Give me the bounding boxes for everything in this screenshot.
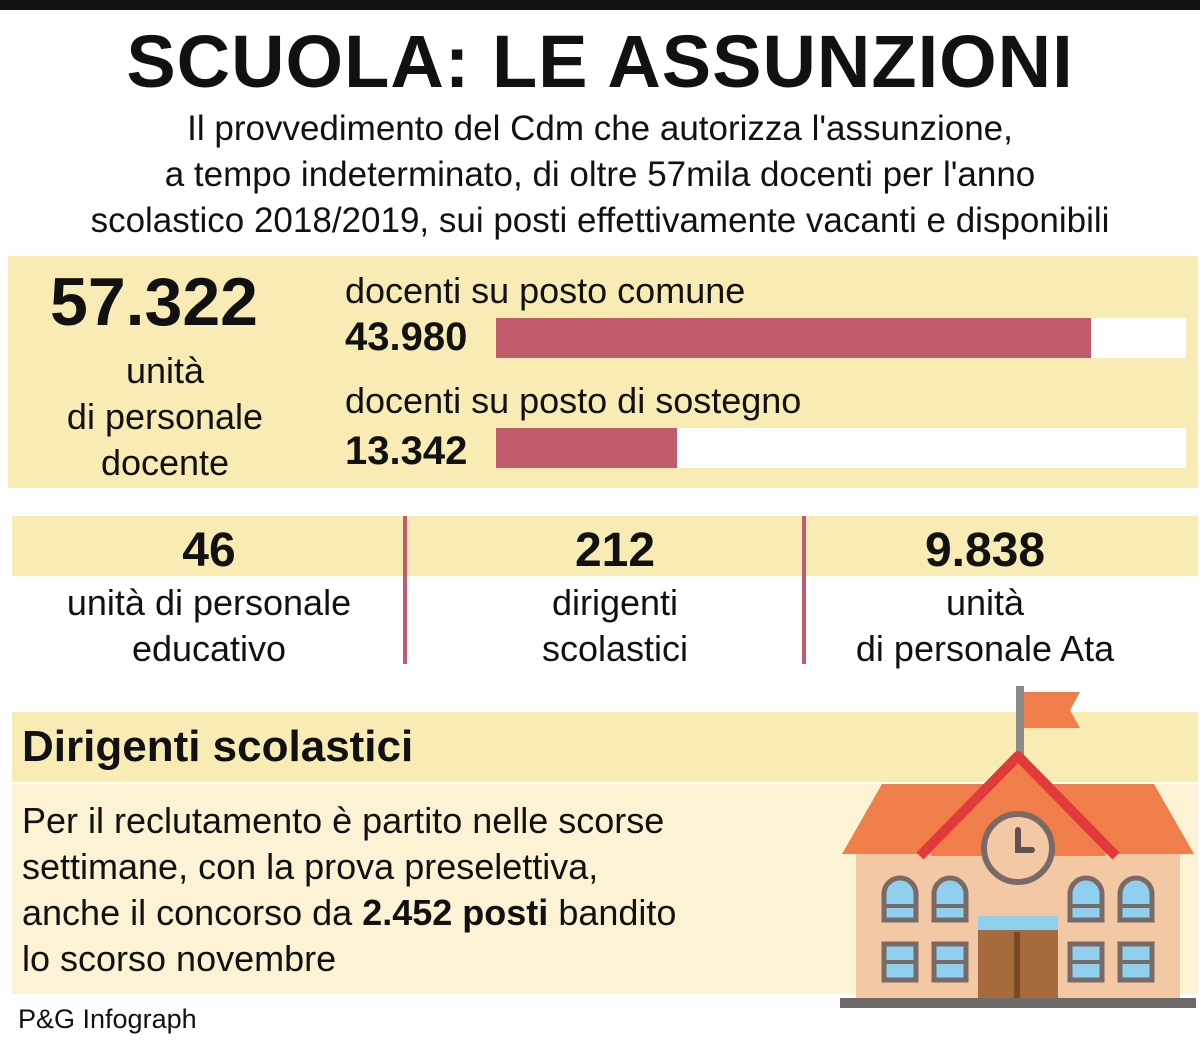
total-docenti-value: 57.322 xyxy=(50,264,258,340)
stat-label-line: educativo xyxy=(131,628,287,669)
text-segment: bandito xyxy=(548,892,677,933)
bar-track xyxy=(496,428,1186,468)
stat-educativo xyxy=(14,522,404,672)
dirigenti-text-line: Per il reclutamento è partito nelle scorse xyxy=(22,800,665,841)
stat-label-line: unità xyxy=(945,582,1025,623)
school-building-icon xyxy=(836,680,1200,1010)
stat-value: 9.838 xyxy=(924,524,1046,577)
stat-ata xyxy=(810,522,1160,672)
subtitle-line: Il provvedimento del Cdm che autorizza l'assunzione, xyxy=(187,109,1013,148)
stat-label-line: dirigenti xyxy=(551,582,679,623)
total-label-line: unità xyxy=(125,350,205,391)
stat-label-line: scolastici xyxy=(541,628,689,669)
dirigenti-text-line xyxy=(22,890,676,936)
bar-category-label: docenti su posto comune xyxy=(345,270,746,311)
page-subtitle xyxy=(0,106,1200,244)
dirigenti-text-line: lo scorso novembre xyxy=(22,938,337,979)
dirigenti-title: Dirigenti scolastici xyxy=(22,722,414,771)
bar-category-label: docenti su posto di sostegno xyxy=(345,380,802,421)
posti-highlight: 2.452 posti xyxy=(362,892,549,933)
subtitle-line: a tempo indeterminato, di oltre 57mila docenti per l'anno xyxy=(164,155,1036,194)
stat-label xyxy=(420,580,810,672)
total-docenti-label xyxy=(40,348,290,486)
stat-dirigenti xyxy=(420,522,810,672)
stat-value: 46 xyxy=(182,524,236,577)
stat-divider xyxy=(802,516,806,664)
bar-value-label: 13.342 xyxy=(345,429,468,473)
stat-label xyxy=(14,580,404,672)
stat-divider xyxy=(403,516,407,664)
text-segment: anche il concorso da xyxy=(22,892,363,933)
stat-label-line: unità di personale xyxy=(66,582,352,623)
total-label-line: di personale xyxy=(66,396,264,437)
subtitle-line: scolastico 2018/2019, sui posti effettivamente vacanti e disponibili xyxy=(90,201,1110,240)
source-credit: P&G Infograph xyxy=(18,1004,197,1034)
stat-label xyxy=(810,580,1160,672)
total-label-line: docente xyxy=(100,442,230,483)
dirigenti-text xyxy=(22,798,676,982)
stat-label-line: di personale Ata xyxy=(855,628,1115,669)
top-rule xyxy=(0,0,1200,10)
page-title: SCUOLA: LE ASSUNZIONI xyxy=(126,20,1074,103)
dirigenti-text-line: settimane, con la prova preselettiva, xyxy=(22,846,599,887)
stat-value: 212 xyxy=(574,524,656,577)
bar-value-label: 43.980 xyxy=(345,315,468,359)
bar-track xyxy=(496,318,1186,358)
bar-posto-sostegno xyxy=(496,428,677,468)
bar-posto-comune xyxy=(496,318,1091,358)
